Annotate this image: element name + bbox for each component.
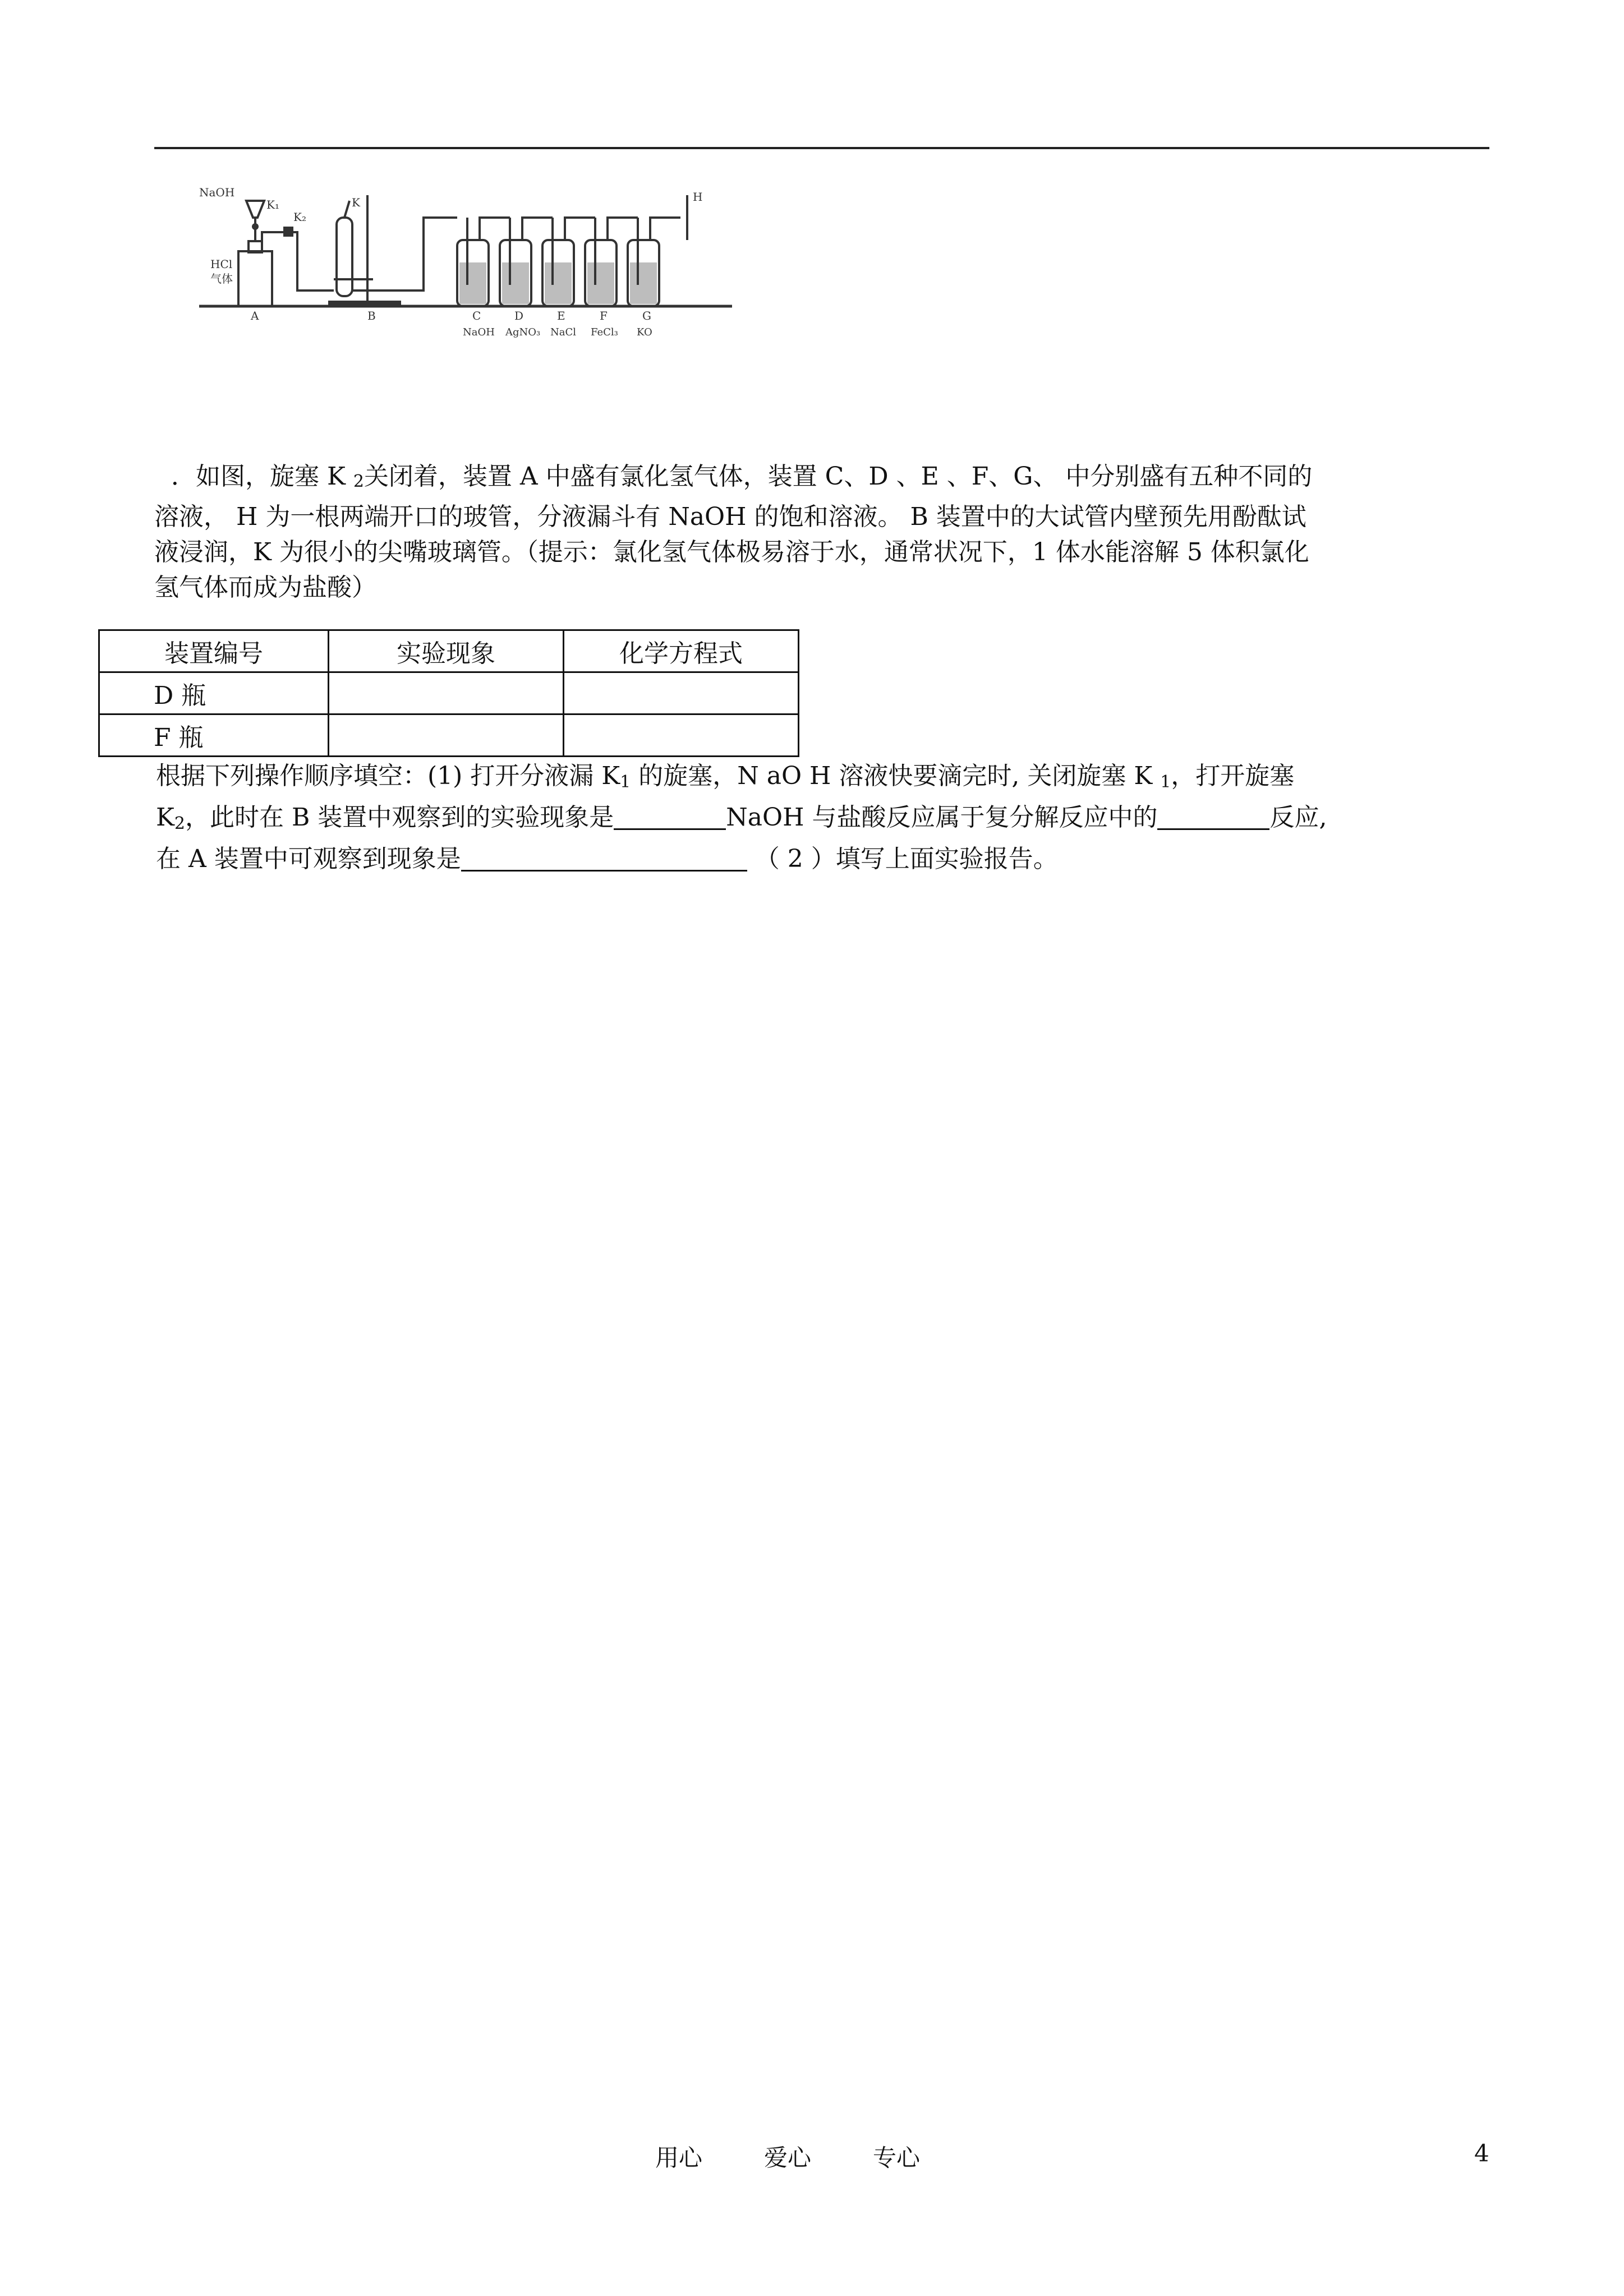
k-jet-tube bbox=[344, 201, 349, 218]
label-hcl: HCl bbox=[210, 257, 233, 271]
question-text-1: ．如图，旋塞 K bbox=[171, 462, 353, 491]
instructions-line-2 bbox=[156, 800, 1491, 841]
label-d-solution: AgNO₃ bbox=[505, 326, 541, 338]
tube-a-b bbox=[283, 232, 334, 291]
question-text-3: 溶液， H 为一根两端开口的玻管，分液漏斗有 NaOH 的饱和溶液。 B 装置中的大试管内壁预先用酚酞试 bbox=[154, 502, 1306, 531]
label-c-solution: NaOH bbox=[463, 326, 495, 338]
answer-cell-d-equation[interactable] bbox=[564, 672, 799, 714]
instr-text: （ 2 ）填写上面实验报告。 bbox=[755, 845, 1058, 873]
label-c: C bbox=[472, 309, 481, 322]
instructions-paragraph bbox=[156, 758, 1491, 877]
instr-text: ，此时在 B 装置中观察到的实验现象是 bbox=[185, 803, 614, 832]
answer-blank-b-phenomenon[interactable] bbox=[614, 801, 726, 830]
stand-base bbox=[328, 301, 401, 306]
footer-slogan-2: 爱心 bbox=[764, 2144, 812, 2171]
instr-text: 根据下列操作顺序填空：(1) 打开分液漏 K bbox=[156, 762, 620, 790]
answer-cell-f-equation[interactable] bbox=[564, 714, 799, 757]
question-subscript: 2 bbox=[353, 472, 364, 491]
instructions-line-1 bbox=[156, 758, 1491, 800]
label-k2: K₂ bbox=[293, 210, 306, 224]
label-k1: K₁ bbox=[266, 198, 279, 211]
bottle-e-liquid bbox=[545, 262, 572, 304]
answer-blank-reaction-type[interactable] bbox=[1157, 801, 1269, 830]
bottle-row bbox=[457, 218, 680, 306]
apparatus-svg bbox=[199, 178, 732, 347]
test-tube-b bbox=[337, 218, 352, 296]
page-number: 4 bbox=[1474, 2140, 1489, 2167]
instructions-line-3 bbox=[156, 841, 1491, 877]
question-text-5: 氢气体而成为盐酸） bbox=[154, 573, 376, 602]
tube-a-k2 bbox=[262, 232, 283, 245]
question-text-2: 关闭着，装置 A 中盛有氯化氢气体，装置 C、D 、E 、F、G、 中分别盛有五种不同的 bbox=[364, 462, 1313, 491]
answer-cell-f-phenomenon[interactable] bbox=[329, 714, 564, 757]
row-label-d: D 瓶 bbox=[99, 672, 329, 714]
table-row-f bbox=[99, 714, 799, 757]
label-gas: 气体 bbox=[210, 272, 233, 285]
header-phenomenon: 实验现象 bbox=[329, 630, 564, 672]
instr-subscript: 1 bbox=[1160, 772, 1171, 792]
table-header-row bbox=[99, 630, 799, 672]
label-e-solution: NaCl bbox=[550, 326, 577, 338]
label-h: H bbox=[693, 190, 703, 204]
label-f: F bbox=[600, 309, 608, 322]
bottle-d-liquid bbox=[502, 262, 529, 304]
label-d: D bbox=[514, 309, 524, 322]
label-b: B bbox=[367, 309, 376, 322]
instr-text: NaOH 与盐酸反应属于复分解反应中的 bbox=[726, 803, 1158, 832]
row-label-f: F 瓶 bbox=[99, 714, 329, 757]
label-k: K bbox=[352, 196, 360, 209]
answer-blank-a-phenomenon[interactable] bbox=[461, 843, 747, 872]
instr-text: K bbox=[156, 803, 174, 832]
separatory-funnel bbox=[246, 201, 264, 218]
table-row-d bbox=[99, 672, 799, 714]
bottle-f-liquid bbox=[587, 262, 614, 304]
instr-text: 在 A 装置中可观察到现象是 bbox=[156, 845, 461, 873]
k1-stopcock bbox=[252, 223, 259, 230]
question-text-4: 液浸润，K 为很小的尖嘴玻璃管。（提示：氯化氢气体极易溶于水，通常状况下，1 体水能溶解 5 体积氯化 bbox=[154, 538, 1309, 566]
instr-text: 的旋塞，N aO H 溶液快要滴完时, 关闭旋塞 K bbox=[631, 762, 1161, 790]
label-a: A bbox=[251, 309, 259, 322]
instr-subscript: 2 bbox=[174, 814, 185, 833]
instr-text: 反应, bbox=[1269, 803, 1327, 832]
question-paragraph bbox=[154, 459, 1489, 605]
footer-slogan-1: 用心 bbox=[655, 2144, 703, 2171]
header-device: 装置编号 bbox=[99, 630, 329, 672]
footer-slogan bbox=[655, 2140, 920, 2173]
bottle-c-liquid bbox=[459, 262, 486, 304]
k2-stopcock bbox=[283, 227, 293, 237]
label-g: G bbox=[642, 309, 651, 322]
label-g-solution: KO bbox=[637, 326, 652, 338]
bottle-g-liquid bbox=[630, 262, 657, 304]
answer-cell-d-phenomenon[interactable] bbox=[329, 672, 564, 714]
instr-subscript: 1 bbox=[620, 772, 631, 792]
apparatus-diagram bbox=[199, 178, 732, 347]
label-e: E bbox=[557, 309, 565, 322]
label-f-solution: FeCl₃ bbox=[591, 326, 618, 338]
experiment-report-table bbox=[98, 629, 799, 757]
instr-text: ，打开旋塞 bbox=[1171, 762, 1295, 790]
label-naoh: NaOH bbox=[199, 186, 235, 199]
header-rule bbox=[154, 147, 1489, 149]
header-equation: 化学方程式 bbox=[564, 630, 799, 672]
bottle-a bbox=[238, 251, 272, 306]
footer-slogan-3: 专心 bbox=[873, 2144, 921, 2171]
